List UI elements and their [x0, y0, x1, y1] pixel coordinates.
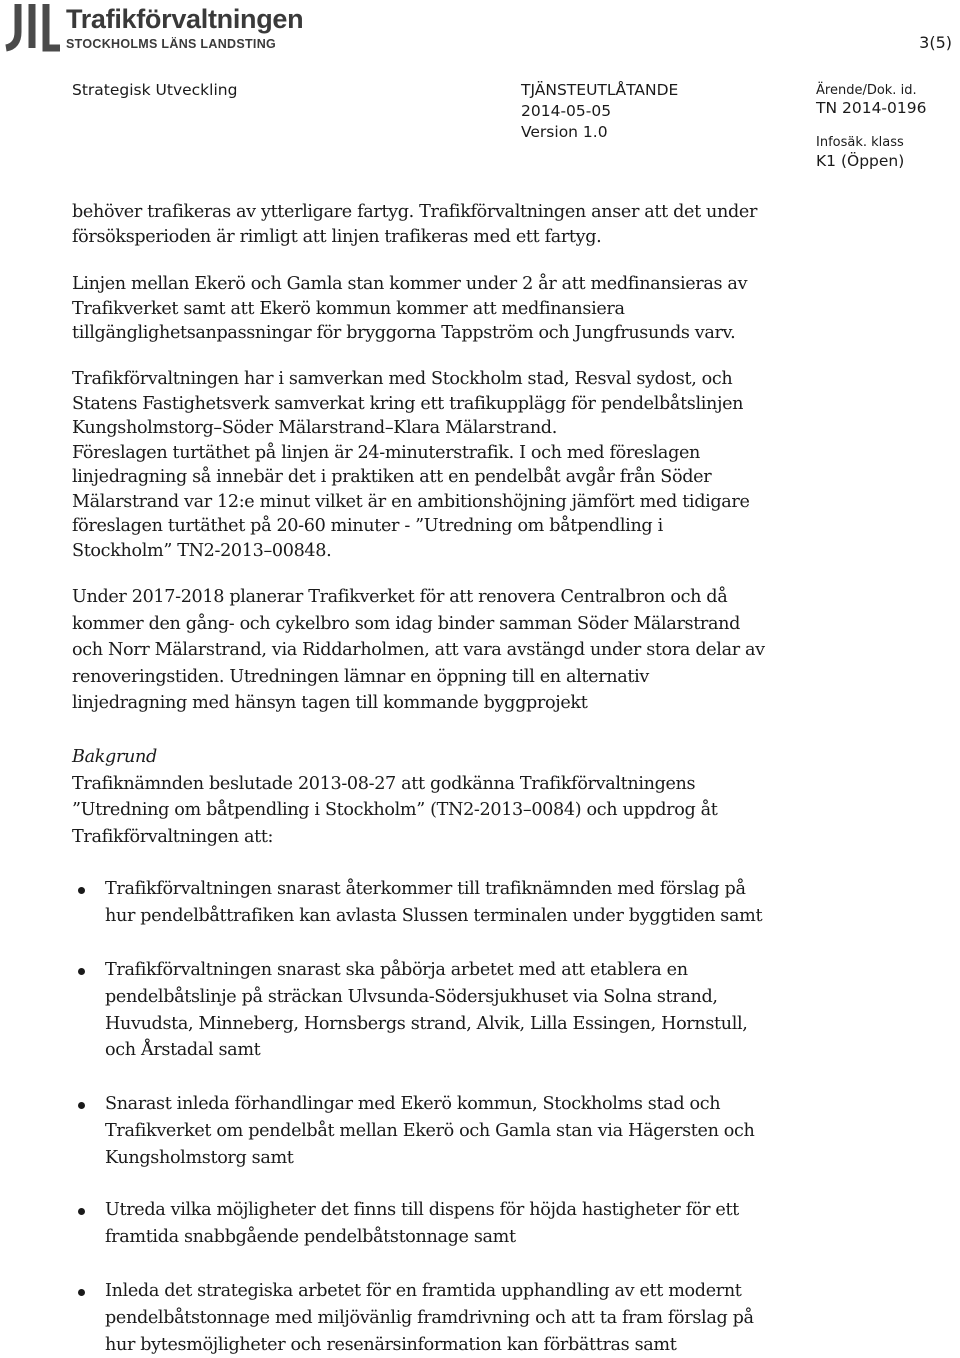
text-line: hur pendelbåttrafiken kan avlasta Slussen terminalen under byggtiden samt — [105, 905, 763, 926]
paragraph-4 — [72, 584, 832, 717]
reference-value: TN 2014-0196 — [816, 99, 927, 117]
text-line: Trafikförvaltningen att: — [72, 826, 274, 847]
classification-label: Infosäk. klass — [816, 135, 904, 150]
sll-emblem-icon — [2, 2, 62, 52]
logo — [2, 2, 332, 54]
text-line: kommer den gång- och cykelbro som idag binder samman Söder Mälarstrand — [72, 613, 741, 634]
department: Strategisk Utveckling — [72, 81, 238, 99]
text-line: och Årstadal samt — [105, 1040, 261, 1061]
text-line: linjedragning med hänsyn tagen till kommande byggprojekt — [72, 693, 588, 713]
bullet-icon — [78, 887, 85, 894]
text-line: behöver trafikeras av ytterligare fartyg. Trafikförvaltningen anser att det under — [72, 202, 758, 222]
logo-subtitle: STOCKHOLMS LÄNS LANDSTING — [66, 37, 277, 51]
text-line: renoveringstiden. Utredningen lämnar en öppning till en alternativ — [72, 666, 649, 687]
text-line: Kungsholmstorg samt — [105, 1147, 294, 1168]
text-line: Stockholm” TN2-2013–00848. — [72, 540, 332, 561]
text-line: Under 2017-2018 planerar Trafikverket för att renovera Centralbron och då — [72, 587, 728, 607]
text-line: Trafikverket samt att Ekerö kommun kommer att medfinansiera — [72, 298, 625, 319]
text-line: Huvudsta, Minneberg, Hornsbergs strand, Alvik, Lilla Essingen, Hornstull, — [105, 1013, 748, 1034]
text-line: framtida snabbgående pendelbåtstonnage samt — [105, 1226, 516, 1247]
text-line: Trafiknämnden beslutade 2013-08-27 att godkänna Trafikförvaltningens — [72, 773, 696, 794]
paragraph-1 — [72, 200, 832, 249]
text-line: Trafikförvaltningen har i samverkan med Stockholm stad, Resval sydost, och — [72, 369, 733, 389]
section-heading: Bakgrund — [72, 747, 157, 767]
bullet-icon — [78, 1102, 85, 1109]
text-line: och Norr Mälarstrand, via Riddarholmen, att vara avstängd under stora delar av — [72, 640, 765, 660]
bullet-icon — [78, 1208, 85, 1215]
paragraph-3 — [72, 367, 832, 563]
logo-name: Trafikförvaltningen — [66, 4, 304, 34]
text-line: pendelbåtstonnage med miljövänlig framdrivning och att ta fram förslag på — [105, 1307, 754, 1328]
bullet-icon — [78, 1289, 85, 1296]
text-line: hur bytesmöjligheter och resenärsinformation kan förbättras samt — [105, 1334, 677, 1355]
text-line: Trafikförvaltningen snarast ska påbörja arbetet med att etablera en — [105, 960, 688, 980]
text-line: tillgänglighetsanpassningar för bryggorna Tappström och Jungfrusunds varv. — [72, 323, 736, 343]
text-line: linjedragning så innebär det i praktiken att en pendelbåt avgår från Söder — [72, 467, 712, 487]
text-line: Trafikverket om pendelbåt mellan Ekerö och Gamla stan via Hägersten och — [105, 1120, 755, 1141]
text-line: Utreda vilka möjligheter det finns till dispens för höjda hastigheter för ett — [105, 1200, 739, 1220]
background-section — [72, 744, 832, 850]
text-line: Trafikförvaltningen snarast återkommer till trafiknämnden med förslag på — [105, 879, 746, 899]
classification-value: K1 (Öppen) — [816, 152, 905, 170]
text-line: föreslagen turtäthet på 20-60 minuter - ”Utredning om båtpendling i — [72, 516, 663, 536]
text-line: pendelbåtslinje på sträckan Ulvsunda-Södersjukhuset via Solna strand, — [105, 986, 718, 1007]
document-version: Version 1.0 — [521, 123, 608, 141]
document-type: TJÄNSTEUTLÅTANDE — [521, 81, 679, 99]
text-line: Mälarstrand var 12:e minut vilket är en ambitionshöjning jämfört med tidigare — [72, 491, 750, 512]
text-line: Statens Fastighetsverk samverkat kring ett trafikupplägg för pendelbåtslinjen — [72, 393, 744, 414]
page-number: 3(5) — [919, 33, 952, 52]
text-line: försöksperioden är rimligt att linjen trafikeras med ett fartyg. — [72, 226, 602, 247]
text-line: Inleda det strategiska arbetet för en framtida upphandling av ett modernt — [105, 1281, 742, 1301]
document-date: 2014-05-05 — [521, 102, 612, 120]
text-line: Linjen mellan Ekerö och Gamla stan kommer under 2 år att medfinansieras av — [72, 274, 748, 294]
reference-label: Ärende/Dok. id. — [816, 83, 917, 98]
paragraph-2 — [72, 272, 832, 346]
text-line: Föreslagen turtäthet på linjen är 24-minuterstrafik. I och med föreslagen — [72, 442, 701, 463]
text-line: Kungsholmstorg–Söder Mälarstrand–Klara Mälarstrand. — [72, 418, 557, 438]
text-line: ”Utredning om båtpendling i Stockholm” (TN2-2013–0084) och uppdrog åt — [72, 800, 718, 820]
bullet-icon — [78, 968, 85, 975]
text-line: Snarast inleda förhandlingar med Ekerö kommun, Stockholms stad och — [105, 1094, 721, 1114]
